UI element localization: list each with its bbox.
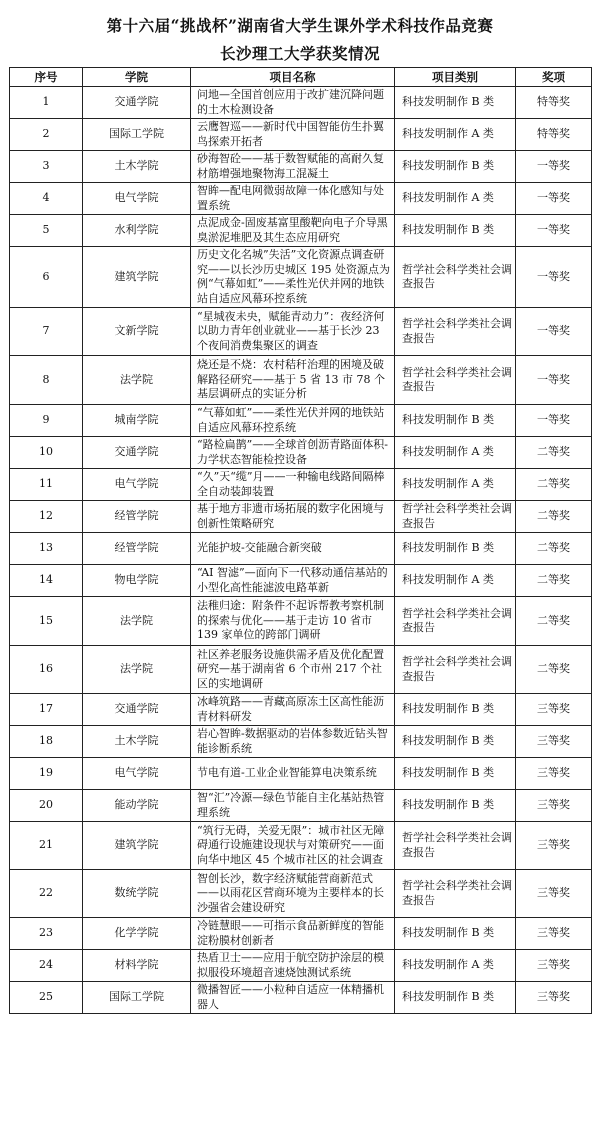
cell-category: 哲学社会科学类社会调查报告 — [395, 822, 516, 870]
cell-award: 二等奖 — [516, 437, 592, 469]
cell-category: 科技发明制作 B 类 — [395, 758, 516, 790]
table-row — [10, 918, 592, 950]
cell-award: 三等奖 — [516, 790, 592, 822]
cell-school: 土木学院 — [83, 151, 191, 183]
cell-school: 交通学院 — [83, 87, 191, 119]
cell-school: 文新学院 — [83, 308, 191, 356]
cell-project-name: 冷链慧眼——可指示食品新鲜度的智能淀粉膜材创新者 — [191, 918, 395, 950]
cell-project-name: 砂海智砼——基于数智赋能的高耐久复材筋增强地聚物海工混凝土 — [191, 151, 395, 183]
cell-category: 科技发明制作 B 类 — [395, 694, 516, 726]
cell-no: 18 — [10, 726, 83, 758]
table-row — [10, 790, 592, 822]
cell-school: 法学院 — [83, 356, 191, 405]
cell-category: 哲学社会科学类社会调查报告 — [395, 870, 516, 918]
cell-category: 科技发明制作 A 类 — [395, 437, 516, 469]
table-row — [10, 501, 592, 533]
table-row — [10, 982, 592, 1014]
cell-category: 哲学社会科学类社会调查报告 — [395, 597, 516, 646]
cell-no: 1 — [10, 87, 83, 119]
cell-project-name: “久”天“缆”月——一种输电线路间隔棒全自动装卸装置 — [191, 469, 395, 501]
cell-no: 7 — [10, 308, 83, 356]
cell-project-name: 点泥成金-固废基富里酸靶向电子介导黑臭淤泥堆肥及其生态应用研究 — [191, 215, 395, 247]
cell-award: 特等奖 — [516, 119, 592, 151]
cell-project-name: 冰峰筑路——青藏高原冻土区高性能沥青材料研发 — [191, 694, 395, 726]
cell-project-name: 法稚归途：附条件不起诉帮教考察机制的探索与优化——基于走访 10 省市 139 家单位的跨部门调研 — [191, 597, 395, 646]
table-row — [10, 119, 592, 151]
cell-category: 科技发明制作 A 类 — [395, 469, 516, 501]
cell-no: 5 — [10, 215, 83, 247]
cell-award: 三等奖 — [516, 870, 592, 918]
table-row — [10, 822, 592, 870]
cell-award: 一等奖 — [516, 308, 592, 356]
awards-table — [9, 67, 592, 1014]
cell-category: 科技发明制作 B 类 — [395, 790, 516, 822]
table-body — [10, 87, 592, 1014]
cell-award: 三等奖 — [516, 982, 592, 1014]
cell-project-name: 问地—全国首创应用于改扩建沉降问题的土木检测设备 — [191, 87, 395, 119]
cell-award: 二等奖 — [516, 501, 592, 533]
cell-category: 哲学社会科学类社会调查报告 — [395, 501, 516, 533]
table-row — [10, 758, 592, 790]
cell-school: 城南学院 — [83, 405, 191, 437]
cell-school: 水利学院 — [83, 215, 191, 247]
table-row — [10, 215, 592, 247]
cell-no: 25 — [10, 982, 83, 1014]
cell-category: 哲学社会科学类社会调查报告 — [395, 356, 516, 405]
table-row — [10, 247, 592, 308]
cell-school: 土木学院 — [83, 726, 191, 758]
cell-award: 三等奖 — [516, 694, 592, 726]
cell-no: 13 — [10, 533, 83, 565]
table-row — [10, 533, 592, 565]
table-row — [10, 405, 592, 437]
cell-category: 科技发明制作 B 类 — [395, 982, 516, 1014]
cell-project-name: 微播智匠——小粒种自适应一体精播机器人 — [191, 982, 395, 1014]
cell-award: 二等奖 — [516, 533, 592, 565]
cell-no: 3 — [10, 151, 83, 183]
cell-no: 14 — [10, 565, 83, 597]
cell-project-name: 光能护坡-交能融合新突破 — [191, 533, 395, 565]
cell-no: 21 — [10, 822, 83, 870]
cell-school: 国际工学院 — [83, 119, 191, 151]
table-row — [10, 356, 592, 405]
table-row — [10, 565, 592, 597]
cell-project-name: “路检扁鹊”——全球首创沥青路面体积-力学状态智能检控设备 — [191, 437, 395, 469]
cell-category: 科技发明制作 A 类 — [395, 950, 516, 982]
cell-no: 16 — [10, 646, 83, 694]
cell-award: 三等奖 — [516, 726, 592, 758]
cell-no: 2 — [10, 119, 83, 151]
cell-school: 交通学院 — [83, 437, 191, 469]
cell-no: 17 — [10, 694, 83, 726]
cell-project-name: “星城夜未央，赋能青动力”：夜经济何以助力青年创业就业——基于长沙 23 个夜间消费集聚区的调查 — [191, 308, 395, 356]
table-row — [10, 870, 592, 918]
cell-project-name: 基于地方非遗市场拓展的数字化困境与创新性策略研究 — [191, 501, 395, 533]
cell-award: 特等奖 — [516, 87, 592, 119]
cell-project-name: 智创长沙，数字经济赋能营商新范式——以雨花区营商环境为主要样本的长沙强省会建设研究 — [191, 870, 395, 918]
cell-project-name: 节电有道-工业企业智能算电决策系统 — [191, 758, 395, 790]
cell-school: 交通学院 — [83, 694, 191, 726]
header-no: 序号 — [10, 68, 83, 87]
cell-award: 二等奖 — [516, 469, 592, 501]
cell-award: 一等奖 — [516, 405, 592, 437]
document-title: 第十六届“挑战杯”湖南省大学生课外学术科技作品竞赛 — [106, 16, 494, 35]
cell-award: 三等奖 — [516, 758, 592, 790]
document-subtitle: 长沙理工大学获奖情况 — [219, 44, 380, 63]
cell-school: 物电学院 — [83, 565, 191, 597]
cell-category: 科技发明制作 B 类 — [395, 151, 516, 183]
cell-no: 9 — [10, 405, 83, 437]
cell-project-name: “筑行无碍，关爱无限”：城市社区无障碍通行设施建设现状与对策研究——面向华中地区 45 个城市社区的社会调查 — [191, 822, 395, 870]
cell-project-name: “气幕如虹”——柔性光伏并网的地铁站自适应风幕环控系统 — [191, 405, 395, 437]
cell-project-name: “AI 智滤”—面向下一代移动通信基站的小型化高性能滤波电路革新 — [191, 565, 395, 597]
cell-no: 10 — [10, 437, 83, 469]
header-award: 奖项 — [516, 68, 592, 87]
cell-category: 科技发明制作 B 类 — [395, 405, 516, 437]
cell-no: 23 — [10, 918, 83, 950]
cell-category: 科技发明制作 A 类 — [395, 565, 516, 597]
cell-award: 三等奖 — [516, 950, 592, 982]
cell-no: 6 — [10, 247, 83, 308]
cell-category: 哲学社会科学类社会调查报告 — [395, 646, 516, 694]
table-row — [10, 597, 592, 646]
cell-award: 一等奖 — [516, 247, 592, 308]
cell-category: 哲学社会科学类社会调查报告 — [395, 247, 516, 308]
cell-school: 材料学院 — [83, 950, 191, 982]
cell-project-name: 智眸—配电网微弱故障一体化感知与处置系统 — [191, 183, 395, 215]
cell-school: 电气学院 — [83, 469, 191, 501]
cell-award: 一等奖 — [516, 356, 592, 405]
cell-school: 能动学院 — [83, 790, 191, 822]
table-row — [10, 87, 592, 119]
table-row — [10, 437, 592, 469]
cell-award: 一等奖 — [516, 151, 592, 183]
table-row — [10, 151, 592, 183]
table-header-row — [10, 68, 592, 87]
cell-school: 电气学院 — [83, 183, 191, 215]
table-row — [10, 646, 592, 694]
cell-award: 三等奖 — [516, 822, 592, 870]
cell-school: 经管学院 — [83, 501, 191, 533]
cell-award: 二等奖 — [516, 597, 592, 646]
cell-project-name: 智“汇”冷源—绿色节能自主化基站热管理系统 — [191, 790, 395, 822]
cell-no: 22 — [10, 870, 83, 918]
cell-no: 24 — [10, 950, 83, 982]
table-row — [10, 726, 592, 758]
cell-school: 化学学院 — [83, 918, 191, 950]
cell-project-name: 岩心智眸-数据驱动的岩体参数近钻头智能诊断系统 — [191, 726, 395, 758]
cell-no: 19 — [10, 758, 83, 790]
cell-award: 一等奖 — [516, 215, 592, 247]
cell-project-name: 热盾卫士——应用于航空防护涂层的模拟服役环境超音速烧蚀测试系统 — [191, 950, 395, 982]
cell-school: 经管学院 — [83, 533, 191, 565]
cell-award: 一等奖 — [516, 183, 592, 215]
cell-category: 科技发明制作 B 类 — [395, 726, 516, 758]
cell-no: 11 — [10, 469, 83, 501]
cell-no: 8 — [10, 356, 83, 405]
cell-category: 哲学社会科学类社会调查报告 — [395, 308, 516, 356]
cell-category: 科技发明制作 A 类 — [395, 119, 516, 151]
cell-school: 建筑学院 — [83, 822, 191, 870]
cell-no: 15 — [10, 597, 83, 646]
table-row — [10, 308, 592, 356]
table-row — [10, 183, 592, 215]
cell-award: 二等奖 — [516, 565, 592, 597]
cell-project-name: 云鹰智巡——新时代中国智能仿生扑翼鸟探索开拓者 — [191, 119, 395, 151]
header-category: 项目类别 — [395, 68, 516, 87]
cell-school: 建筑学院 — [83, 247, 191, 308]
cell-project-name: 社区养老服务设施供需矛盾及优化配置研究—基于湖南省 6 个市州 217 个社区的实地调研 — [191, 646, 395, 694]
cell-category: 科技发明制作 B 类 — [395, 87, 516, 119]
cell-no: 12 — [10, 501, 83, 533]
table-row — [10, 469, 592, 501]
cell-school: 法学院 — [83, 646, 191, 694]
header-project-name: 项目名称 — [191, 68, 395, 87]
cell-school: 法学院 — [83, 597, 191, 646]
cell-no: 20 — [10, 790, 83, 822]
cell-school: 国际工学院 — [83, 982, 191, 1014]
cell-category: 科技发明制作 A 类 — [395, 183, 516, 215]
cell-category: 科技发明制作 B 类 — [395, 533, 516, 565]
cell-award: 二等奖 — [516, 646, 592, 694]
table-row — [10, 950, 592, 982]
table-row — [10, 694, 592, 726]
cell-project-name: 历史文化名城”失活”文化资源点调查研究——以长沙历史城区 195 处资源点为例“气幕如虹”——柔性光伏并网的地铁站自适应风幕环控系统 — [191, 247, 395, 308]
cell-no: 4 — [10, 183, 83, 215]
cell-category: 科技发明制作 B 类 — [395, 918, 516, 950]
cell-category: 科技发明制作 B 类 — [395, 215, 516, 247]
header-school: 学院 — [83, 68, 191, 87]
cell-project-name: 烧还是不烧：农村秸秆治理的困境及破解路径研究——基于 5 省 13 市 78 个基层调研点的实证分析 — [191, 356, 395, 405]
cell-award: 三等奖 — [516, 918, 592, 950]
cell-school: 电气学院 — [83, 758, 191, 790]
cell-school: 数统学院 — [83, 870, 191, 918]
